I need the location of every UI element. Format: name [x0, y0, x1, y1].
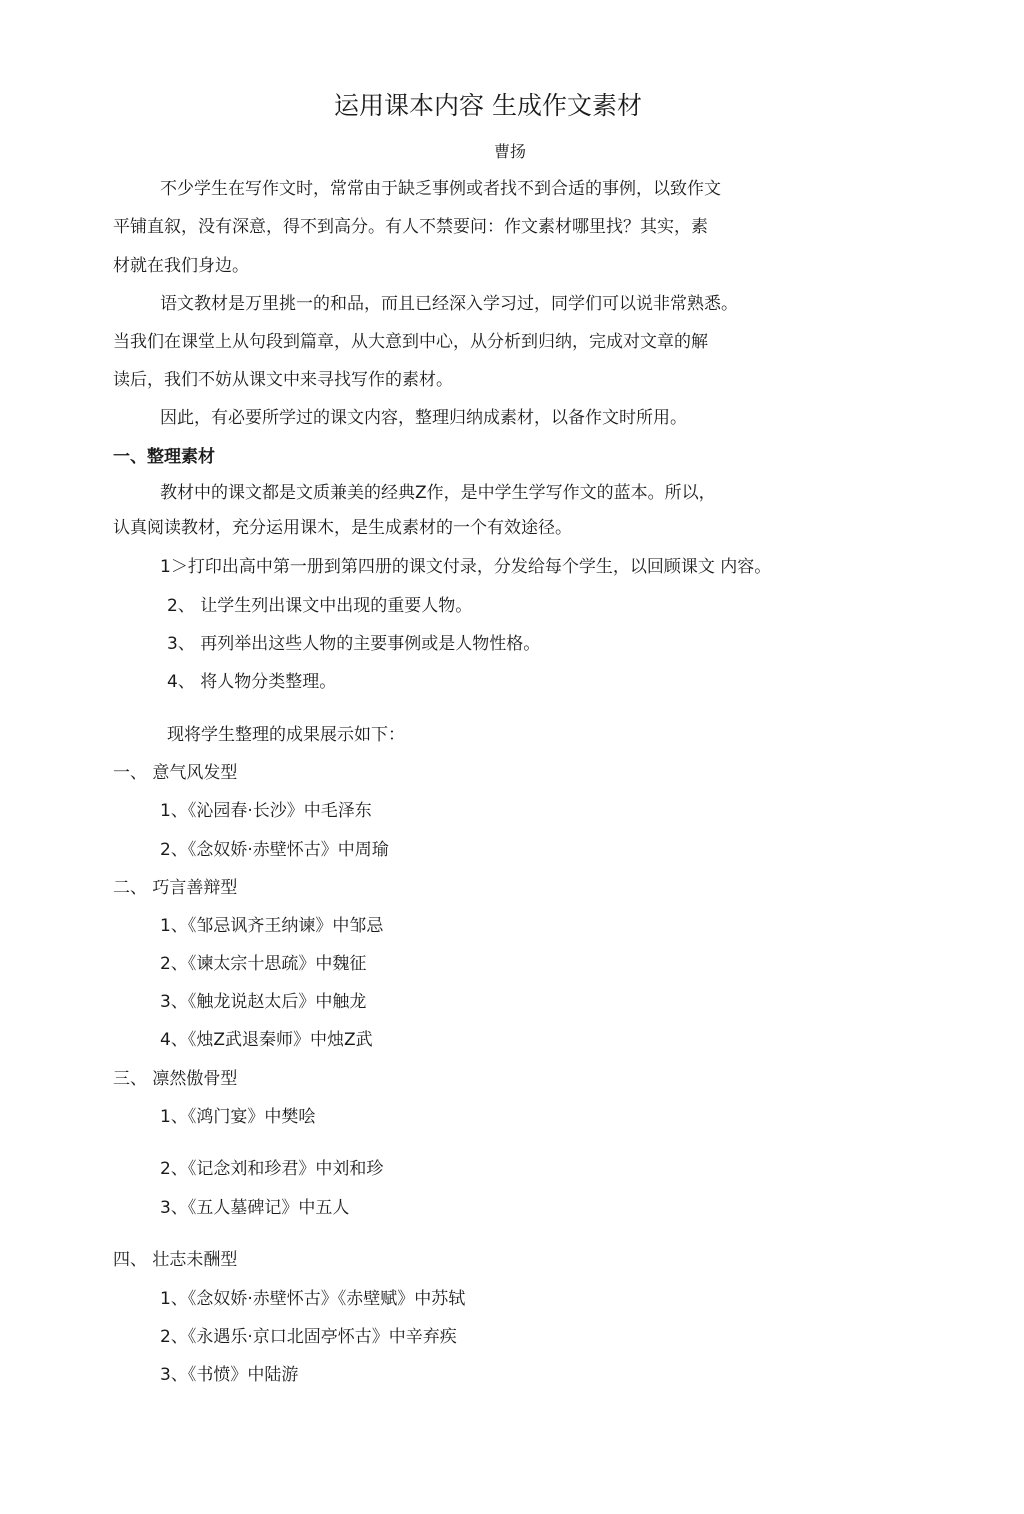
list-item: 2、《永遇乐·京口北固亭怀古》中辛弃疾 [160, 1327, 457, 1347]
list-item: 2、《念奴娇·赤壁怀古》中周瑜 [160, 840, 389, 860]
paragraph-line: 语文教材是万里挑一的和品，而且已经深入学习过，同学们可以说非常熟悉。 [160, 294, 738, 314]
list-item: 3、《触龙说赵太后》中触龙 [160, 992, 367, 1012]
paragraph-line: 因此，有必要所学过的课文内容，整理归纳成素材，以备作文时所用。 [160, 408, 687, 428]
list-item: 1、《邹忌讽齐王纳谏》中邹忌 [160, 916, 384, 936]
step-item: 2、 让学生列出课文中出现的重要人物。 [167, 596, 473, 616]
list-item: 1、《念奴娇·赤壁怀古》《赤壁赋》中苏轼 [160, 1289, 466, 1309]
step-item: 4、 将人物分类整理。 [167, 672, 337, 692]
list-item: 3、《五人墓碑记》中五人 [160, 1198, 350, 1218]
list-item: 1、《沁园春·长沙》中毛泽东 [160, 801, 372, 821]
paragraph-line: 认真阅读教材，充分运用课木，是生成素材的一个有效途径。 [113, 518, 572, 538]
section-heading: 一、整理素材 [113, 447, 215, 467]
paragraph-line: 当我们在课堂上从句段到篇章，从大意到中心，从分析到归纳，完成对文章的解 [113, 332, 708, 352]
step-item: 3、 再列举出这些人物的主要事例或是人物性格。 [167, 634, 541, 654]
category-label: 二、 巧言善辩型 [113, 878, 238, 898]
page-title: 运用课本内容 生成作文素材 [334, 91, 642, 120]
list-item: 2、《记念刘和珍君》中刘和珍 [160, 1159, 384, 1179]
paragraph-line: 平铺直叙，没有深意，得不到高分。有人不禁要问：作文素材哪里找？其实，素 [113, 217, 708, 237]
category-label: 四、 壮志未酬型 [113, 1250, 238, 1270]
lead-text: 现将学生整理的成果展示如下： [167, 725, 405, 745]
author-name: 曹扬 [494, 142, 527, 161]
paragraph-line: 教材中的课文都是文质兼美的经典Z作，是中学生学写作文的蓝本。所以， [160, 483, 716, 503]
category-label: 三、 凛然傲骨型 [113, 1069, 238, 1089]
list-item: 2、《谏太宗十思疏》中魏征 [160, 954, 367, 974]
list-item: 4、《烛Z武退秦师》中烛Z武 [160, 1030, 373, 1050]
category-label: 一、 意气风发型 [113, 763, 238, 783]
step-item: 1＞打印出高中第一册到第四册的课文付录，分发给每个学生，以回顾课文 内容。 [160, 557, 772, 577]
paragraph-line: 材就在我们身边。 [113, 256, 249, 276]
paragraph-line: 不少学生在写作文时，常常由于缺乏事例或者找不到合适的事例，以致作文 [160, 179, 721, 199]
paragraph-line: 读后，我们不妨从课文中来寻找写作的素材。 [113, 370, 453, 390]
list-item: 1、《鸿门宴》中樊哙 [160, 1107, 316, 1127]
list-item: 3、《书愤》中陆游 [160, 1365, 299, 1385]
